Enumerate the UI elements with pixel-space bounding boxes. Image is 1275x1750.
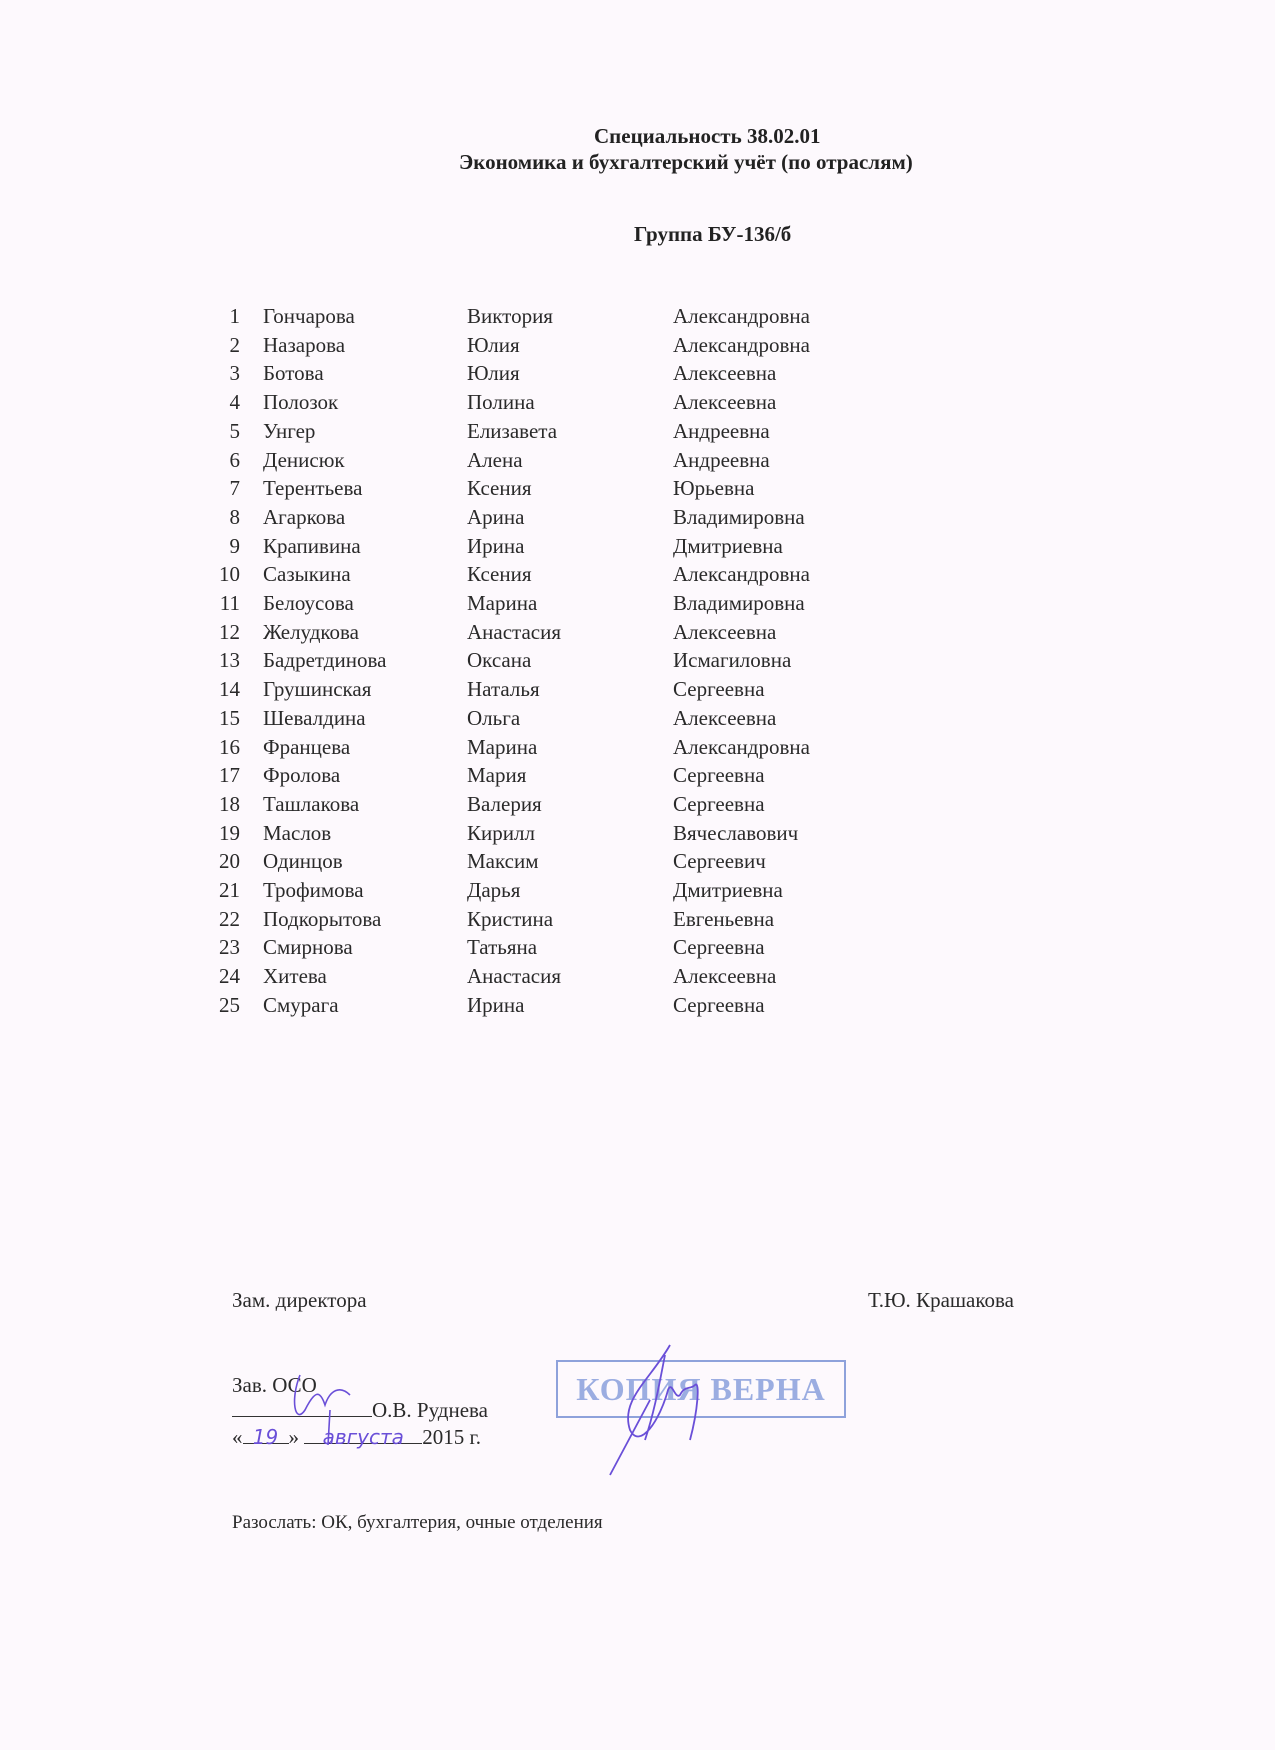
student-last-name: Одинцов bbox=[263, 849, 343, 874]
student-first-name: Кристина bbox=[467, 906, 554, 931]
distribution-note: Разослать: ОК, бухгалтерия, очные отделения bbox=[232, 1512, 603, 1533]
group-heading: Группа БУ-136/б bbox=[634, 222, 792, 246]
student-last-name: Фролова bbox=[263, 763, 341, 788]
student-first-name: Полина bbox=[467, 390, 535, 415]
student-number: 15 bbox=[219, 705, 240, 730]
student-first-name: Ксения bbox=[467, 562, 532, 587]
student-first-name: Елизавета bbox=[467, 418, 558, 443]
student-first-name: Татьяна bbox=[467, 935, 538, 960]
student-number: 24 bbox=[219, 964, 240, 989]
student-number: 9 bbox=[229, 533, 240, 558]
student-patronymic: Исмагиловна bbox=[673, 648, 792, 673]
student-patronymic: Дмитриевна bbox=[673, 878, 783, 902]
student-first-name: Дарья bbox=[467, 878, 521, 902]
student-last-name: Смурага bbox=[263, 992, 339, 1017]
student-number: 25 bbox=[219, 992, 240, 1017]
student-last-name: Подкорытова bbox=[263, 906, 382, 931]
date-quote-open: « bbox=[232, 1425, 243, 1449]
student-number: 11 bbox=[219, 591, 240, 615]
student-patronymic: Александровна bbox=[673, 332, 810, 357]
student-number: 8 bbox=[229, 504, 240, 529]
student-patronymic: Вячеславович bbox=[673, 820, 799, 845]
date-month: августа bbox=[304, 1425, 422, 1444]
deputy-signature-icon bbox=[590, 1340, 730, 1480]
student-last-name: Маслов bbox=[263, 820, 332, 845]
student-number: 7 bbox=[229, 476, 240, 501]
student-patronymic: Алексеевна bbox=[673, 964, 777, 989]
student-number: 4 bbox=[229, 390, 240, 415]
student-last-name: Сазыкина bbox=[263, 562, 351, 587]
student-first-name: Марина bbox=[467, 734, 538, 759]
student-first-name: Оксана bbox=[467, 648, 532, 673]
student-first-name: Кирилл bbox=[467, 820, 535, 845]
student-last-name: Шевалдина bbox=[263, 705, 366, 730]
student-number: 17 bbox=[219, 763, 240, 788]
student-first-name: Ксения bbox=[467, 476, 532, 501]
student-patronymic: Сергеевич bbox=[673, 849, 766, 874]
deputy-director-title: Зам. директора bbox=[232, 1288, 367, 1312]
student-first-name: Анастасия bbox=[467, 619, 562, 644]
student-first-name: Анастасия bbox=[467, 964, 562, 989]
student-last-name: Трофимова bbox=[263, 878, 364, 902]
head-oso-title: Зав. ОСО bbox=[232, 1373, 317, 1397]
student-patronymic: Алексеевна bbox=[673, 390, 777, 415]
student-patronymic: Сергеевна bbox=[673, 935, 765, 960]
student-last-name: Бадретдинова bbox=[263, 648, 387, 673]
student-patronymic: Александровна bbox=[673, 304, 810, 328]
student-last-name: Желудкова bbox=[263, 619, 360, 644]
student-number: 10 bbox=[219, 562, 240, 587]
student-number: 13 bbox=[219, 648, 240, 673]
student-number: 5 bbox=[229, 418, 240, 443]
student-first-name: Мария bbox=[467, 763, 527, 788]
student-first-name: Максим bbox=[467, 849, 539, 874]
student-last-name: Хитева bbox=[263, 964, 327, 989]
student-first-name: Марина bbox=[467, 591, 538, 615]
student-first-name: Ирина bbox=[467, 533, 525, 558]
student-first-name: Арина bbox=[467, 504, 525, 529]
student-first-name: Юлия bbox=[467, 361, 520, 386]
student-number: 6 bbox=[229, 447, 240, 472]
student-last-name: Агаркова bbox=[263, 504, 346, 529]
student-last-name: Крапивина bbox=[263, 533, 361, 558]
specialty-heading: Специальность 38.02.01 bbox=[594, 124, 821, 148]
head-oso-signature-icon bbox=[280, 1370, 370, 1450]
student-last-name: Денисюк bbox=[263, 447, 345, 472]
student-number: 12 bbox=[219, 619, 240, 644]
student-first-name: Ирина bbox=[467, 992, 525, 1017]
student-number: 23 bbox=[219, 935, 240, 960]
student-patronymic: Алексеевна bbox=[673, 619, 777, 644]
student-last-name: Терентьева bbox=[263, 476, 363, 501]
student-first-name: Виктория bbox=[467, 304, 553, 328]
student-patronymic: Юрьевна bbox=[673, 476, 755, 501]
student-first-name: Алена bbox=[467, 447, 523, 472]
student-patronymic: Андреевна bbox=[673, 418, 770, 443]
student-number: 3 bbox=[229, 361, 240, 386]
student-patronymic: Александровна bbox=[673, 734, 810, 759]
date-year: 2015 г. bbox=[422, 1425, 481, 1449]
program-heading: Экономика и бухгалтерский учёт (по отраслям) bbox=[459, 150, 913, 174]
student-number: 22 bbox=[219, 906, 240, 931]
student-patronymic: Дмитриевна bbox=[673, 533, 783, 558]
student-first-name: Ольга bbox=[467, 705, 521, 730]
student-first-name: Юлия bbox=[467, 332, 520, 357]
student-number: 19 bbox=[219, 820, 240, 845]
student-patronymic: Сергеевна bbox=[673, 677, 765, 702]
date-day: 19 bbox=[243, 1425, 289, 1444]
student-last-name: Ботова bbox=[263, 361, 324, 386]
student-last-name: Гончарова bbox=[263, 304, 355, 328]
student-patronymic: Евгеньевна bbox=[673, 906, 775, 931]
student-patronymic: Алексеевна bbox=[673, 705, 777, 730]
student-last-name: Белоусова bbox=[263, 591, 354, 615]
student-last-name: Грушинская bbox=[263, 677, 372, 702]
student-number: 18 bbox=[219, 791, 240, 816]
student-patronymic: Владимировна bbox=[673, 504, 805, 529]
student-last-name: Ташлакова bbox=[263, 791, 360, 816]
student-patronymic: Алексеевна bbox=[673, 361, 777, 386]
date-quote-close: » bbox=[288, 1425, 299, 1449]
student-last-name: Назарова bbox=[263, 332, 346, 357]
student-last-name: Францева bbox=[263, 734, 351, 759]
student-patronymic: Владимировна bbox=[673, 591, 805, 615]
student-patronymic: Сергеевна bbox=[673, 791, 765, 816]
student-number: 21 bbox=[219, 878, 240, 902]
student-number: 16 bbox=[219, 734, 240, 759]
student-last-name: Полозок bbox=[263, 390, 339, 415]
student-patronymic: Сергеевна bbox=[673, 992, 765, 1017]
deputy-director-name: Т.Ю. Крашакова bbox=[868, 1288, 1014, 1312]
student-patronymic: Андреевна bbox=[673, 447, 770, 472]
student-first-name: Наталья bbox=[467, 677, 540, 702]
student-patronymic: Александровна bbox=[673, 562, 810, 587]
student-number: 20 bbox=[219, 849, 240, 874]
student-number: 14 bbox=[219, 677, 240, 702]
student-first-name: Валерия bbox=[467, 791, 542, 816]
student-last-name: Унгер bbox=[263, 418, 316, 443]
student-number: 1 bbox=[229, 304, 240, 328]
certified-copy-stamp: КОПИЯ ВЕРНА bbox=[556, 1360, 846, 1418]
student-last-name: Смирнова bbox=[263, 935, 353, 960]
student-number: 2 bbox=[229, 332, 240, 357]
head-oso-name: О.В. Руднева bbox=[372, 1398, 488, 1422]
student-patronymic: Сергеевна bbox=[673, 763, 765, 788]
